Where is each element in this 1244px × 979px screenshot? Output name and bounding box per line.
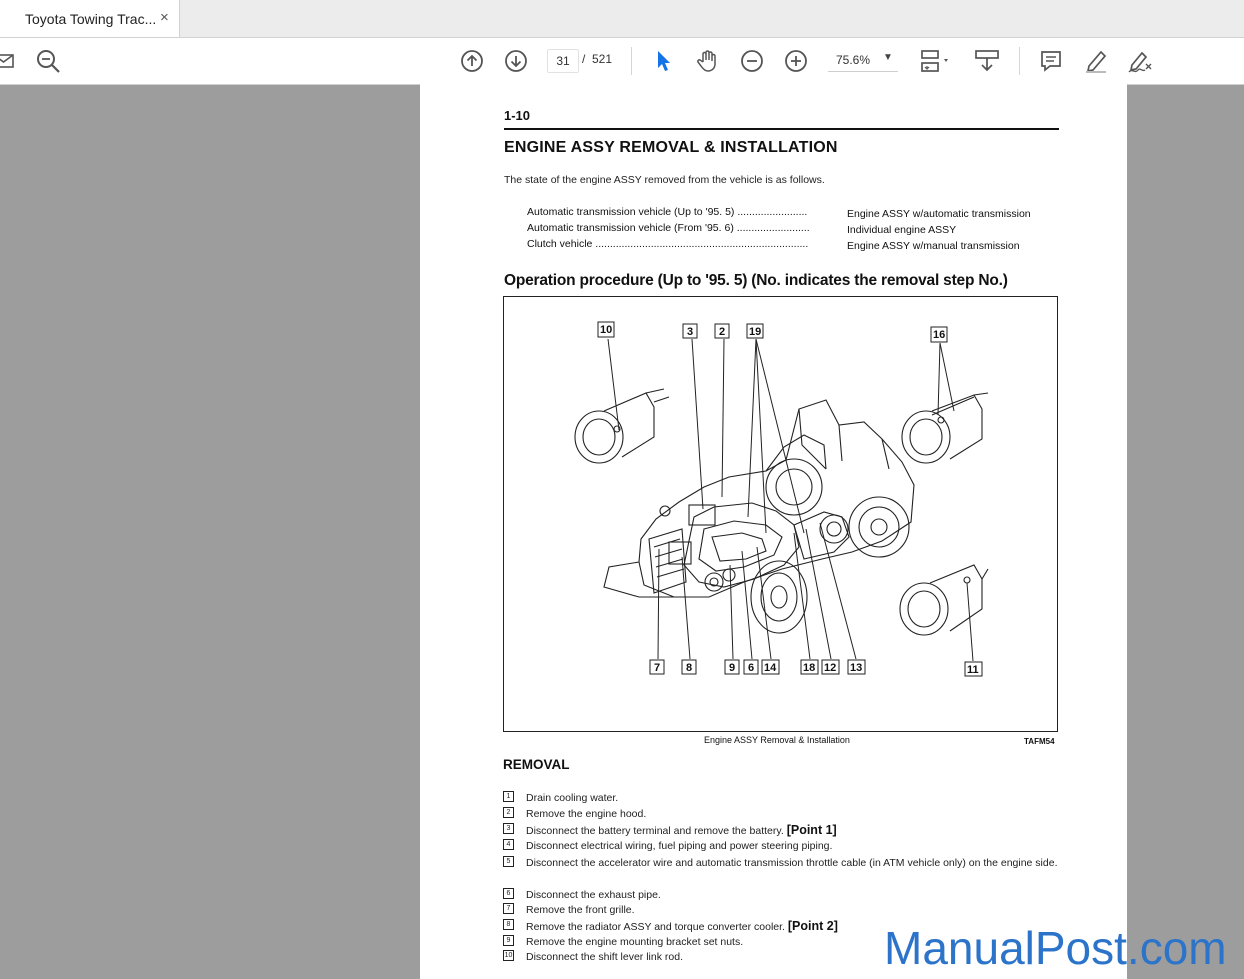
sign-icon[interactable] [1125,38,1155,84]
toolbar-divider [1019,47,1020,75]
table-row-label: Automatic transmission vehicle (Up to '95. 5) ........................ [527,206,808,218]
figure-code: TAFM54 [1024,737,1055,746]
scroll-mode-icon[interactable] [974,38,1000,84]
step-text: Disconnect the exhaust pipe. [526,889,661,901]
hand-tool-icon[interactable] [695,38,721,84]
email-icon[interactable] [0,38,16,84]
watermark-text: ManualPost.com [884,922,1227,974]
table-row-label: Automatic transmission vehicle (From '95. 6) ......................... [527,222,810,234]
step-text: Disconnect the shift lever link rod. [526,951,683,963]
header-rule [504,128,1059,130]
step-text: Disconnect the accelerator wire and automatic transmission throttle cable (in ATM vehicle only) on the engine side. [526,857,1058,869]
step-text: Remove the engine mounting bracket set nuts. [526,936,744,948]
step-number: 8 [503,919,514,930]
step-number: 7 [503,903,514,914]
document-tab[interactable] [0,0,180,37]
chevron-down-icon: ▼ [883,52,893,63]
figure-label-18: 18 [803,662,816,674]
select-tool-icon[interactable] [654,38,674,84]
step-number: 4 [503,839,514,850]
step-number: 6 [503,888,514,899]
engine-diagram-figure [503,296,1058,732]
total-pages: 521 [592,52,613,66]
table-row-label: Clutch vehicle ......................................................................... [527,238,809,250]
step-text: Drain cooling water. [526,792,619,804]
page-title: ENGINE ASSY REMOVAL & INSTALLATION [504,139,838,156]
comment-icon[interactable] [1038,38,1064,84]
figure-label-9: 9 [729,662,736,674]
step-text: Disconnect electrical wiring, fuel piping and power steering piping. [526,840,833,852]
figure-label-16: 16 [933,329,946,341]
figure-label-7: 7 [654,662,661,674]
page-separator: / [582,52,586,66]
step-number: 3 [503,823,514,834]
figure-label-3: 3 [687,326,694,338]
figure-label-6: 6 [748,662,755,674]
figure-label-8: 8 [686,662,693,674]
previous-page-icon[interactable] [459,38,485,84]
zoom-out-icon[interactable] [739,38,765,84]
toolbar-divider [631,47,632,75]
page-number-input[interactable]: 31 [547,49,579,73]
zoom-level-select[interactable] [828,49,898,72]
zoom-in-icon[interactable] [783,38,809,84]
highlight-pen-icon[interactable] [1082,38,1110,84]
page-number-label: 1-10 [504,108,531,123]
figure-label-11: 11 [967,664,979,676]
pdf-page [420,84,1127,979]
tab-bar [0,0,1244,38]
step-text: Remove the front grille. [526,904,635,916]
figure-label-10: 10 [600,324,613,336]
zoom-level-value: 75.6% [836,53,871,67]
tab-close-icon[interactable]: × [160,9,169,26]
figure-label-12: 12 [824,662,837,674]
step-number: 10 [504,952,513,959]
table-row-value: Engine ASSY w/automatic transmission [847,208,1031,220]
next-page-icon[interactable] [503,38,529,84]
step-point: [Point 1] [786,823,837,837]
page-layout-icon[interactable] [918,38,954,84]
search-icon[interactable] [34,38,62,84]
toolbar [0,38,1244,85]
table-row-value: Engine ASSY w/manual transmission [847,240,1020,252]
figure-caption: Engine ASSY Removal & Installation [704,735,850,745]
intro-text: The state of the engine ASSY removed from the vehicle is as follows. [504,174,825,186]
step-number: 5 [503,856,514,867]
table-row-value: Individual engine ASSY [847,224,957,236]
step-number: 2 [503,807,514,818]
figure-label-19: 19 [749,326,762,338]
step-text: Remove the engine hood. [526,808,647,820]
step-number: 9 [503,935,514,946]
figure-label-14: 14 [764,662,777,674]
tab-title: Toyota Towing Trac... [25,11,157,27]
engine-diagram [504,297,1057,731]
figure-label-2: 2 [719,326,726,338]
removal-heading: REMOVAL [503,757,570,772]
figure-label-13: 13 [850,662,863,674]
step-text: Remove the radiator ASSY and torque converter cooler. [526,921,785,933]
step-number: 1 [503,791,514,802]
operation-heading: Operation procedure (Up to '95. 5) (No. indicates the removal step No.) [504,272,1008,289]
step-text: Disconnect the battery terminal and remove the battery. [526,825,784,837]
step-point: [Point 2] [787,919,838,933]
